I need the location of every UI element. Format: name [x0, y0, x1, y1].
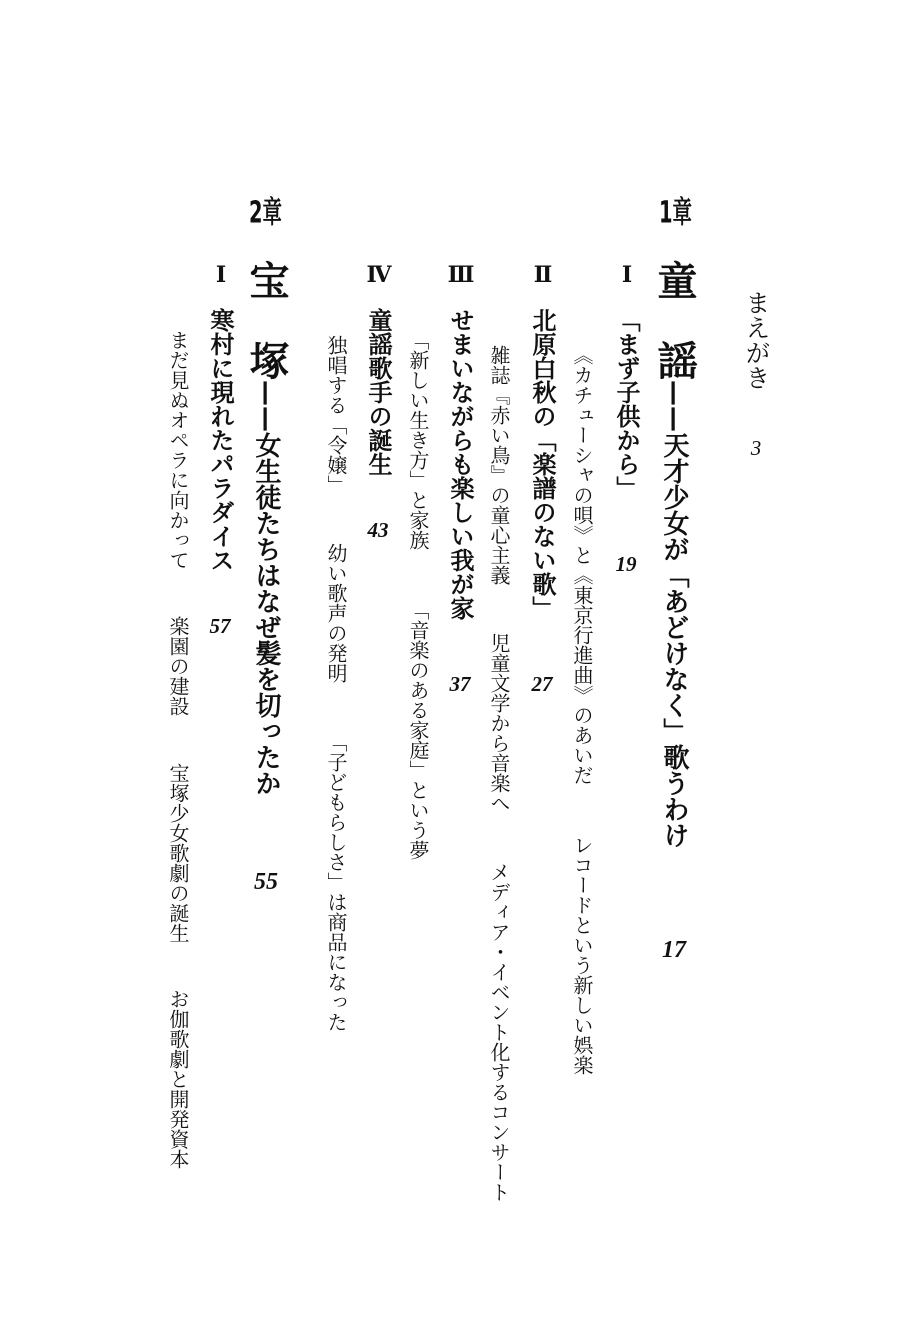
- chapter2-title-sub: ——女生徒たちはなぜ髪を切ったか: [251, 380, 281, 796]
- preface-label: まえがき: [742, 290, 771, 390]
- chapter2-title-main: 宝 塚: [243, 260, 289, 380]
- ch2-sec1-detail-2: 楽園の建設: [166, 616, 190, 717]
- preface-entry[interactable]: [744, 290, 769, 459]
- chapter1-title[interactable]: [651, 260, 697, 963]
- ch1-sec1-title: 「まず子供から」: [612, 308, 640, 500]
- ch1-sec3-details: [408, 330, 428, 860]
- ch1-sec1-detail-2: レコードという新しい娯楽: [570, 835, 594, 1076]
- ch1-sec4-detail-1: 独唱する「令嬢」: [324, 335, 348, 495]
- ch1-sec2-detail-3: メディア・イベント化するコンサート: [487, 861, 511, 1202]
- preface-page: 3: [750, 435, 762, 460]
- ch2-sec1-detail-4: お伽歌劇と開発資本: [166, 989, 190, 1170]
- ch2-sec1-title: 寒村に現れたパラダイス: [206, 308, 234, 572]
- chapter1-title-main: 童 謡: [651, 260, 697, 380]
- ch1-sec3-detail-2: 「音楽のある家庭」という夢: [406, 600, 430, 861]
- ch1-sec4-detail-2: 幼い歌声の発明: [324, 543, 348, 684]
- ch1-sec2-title: 北原白秋の「楽譜のない歌」: [528, 308, 556, 620]
- ch2-sec1-entry[interactable]: [208, 308, 232, 637]
- ch1-sec2-page: 27: [531, 672, 553, 697]
- ch1-sec1-entry[interactable]: [614, 308, 638, 575]
- ch1-sec2-detail-2: 児童文学から音楽へ: [487, 633, 511, 814]
- ch2-sec1-detail-3: 宝塚少女歌劇の誕生: [166, 762, 190, 943]
- ch1-sec1-details: [572, 345, 592, 1075]
- ch1-sec2-entry[interactable]: [530, 308, 554, 695]
- ch1-sec1-page: 19: [615, 552, 637, 577]
- ch1-sec2-detail-1: 雑誌『赤い鳥』の童心主義: [487, 345, 511, 585]
- ch1-sec4-page: 43: [367, 518, 389, 543]
- chapter1-page: 17: [662, 936, 686, 963]
- chapter2-title[interactable]: [243, 260, 289, 895]
- chapter2-page: 55: [254, 868, 278, 895]
- ch1-sec4-title: 童謡歌手の誕生: [364, 308, 392, 476]
- ch1-sec3-entry[interactable]: [448, 308, 472, 695]
- ch1-sec4-entry[interactable]: [366, 308, 390, 541]
- ch1-sec4-detail-3: 「子どもらしさ」は商品になった: [324, 731, 348, 1032]
- ch1-sec2-roman: Ⅱ: [530, 262, 556, 288]
- ch1-sec3-title: せまいながらも楽しい我が家: [446, 308, 474, 620]
- ch1-sec3-roman: Ⅲ: [448, 262, 474, 288]
- ch2-sec1-roman: Ⅰ: [208, 262, 234, 288]
- ch1-sec3-detail-1: 「新しい生き方」と家族: [406, 330, 430, 550]
- ch2-sec1-page: 57: [209, 614, 231, 639]
- ch1-sec4-roman: Ⅳ: [366, 262, 392, 288]
- chapter1-label: 1章: [659, 198, 692, 228]
- ch2-sec1-detail-1: まだ見ぬオペラに向かって: [166, 330, 190, 570]
- ch2-sec1-details: [168, 330, 188, 1169]
- ch1-sec4-details: [326, 335, 346, 1032]
- chapter1-title-sub: ——天才少女が「あどけなく」歌うわけ: [659, 380, 689, 848]
- ch1-sec1-detail-1: 《カチューシャの唄》と《東京行進曲》のあいだ: [570, 345, 594, 785]
- ch1-sec2-details: [489, 345, 509, 1202]
- chapter2-label: 2章: [249, 198, 282, 228]
- ch1-sec3-page: 37: [449, 672, 471, 697]
- ch1-sec1-roman: Ⅰ: [614, 262, 640, 288]
